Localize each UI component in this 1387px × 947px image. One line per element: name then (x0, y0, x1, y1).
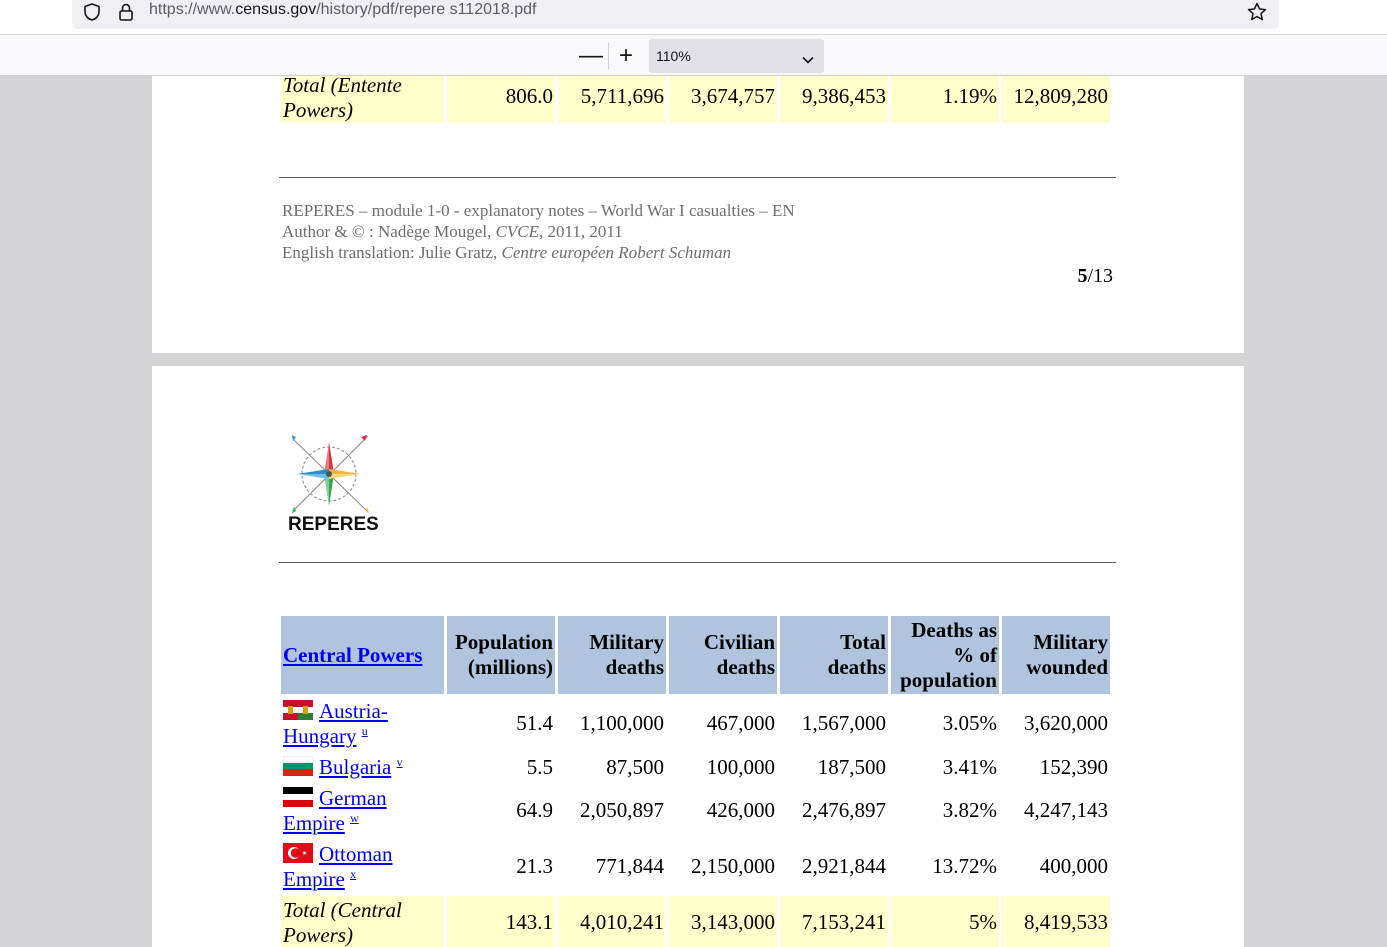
table-row (281, 784, 1110, 837)
toolbar-separator (608, 43, 609, 69)
population-cell: 21.3 (516, 854, 553, 878)
military-deaths-cell: 1,100,000 (580, 711, 664, 735)
population-cell: 64.9 (516, 798, 553, 822)
entente-total-table (278, 76, 1113, 126)
country-link[interactable]: German Empire (283, 785, 387, 835)
population-cell: 51.4 (516, 711, 553, 735)
wounded-cell: 3,620,000 (1024, 711, 1108, 735)
country-cell (281, 784, 444, 837)
compass-rose-icon (288, 432, 378, 516)
total-population: 806.0 (447, 76, 555, 123)
central-powers-link[interactable]: Central Powers (283, 642, 423, 667)
header-central-powers (281, 616, 444, 694)
ottoman-empire-flag-icon (283, 843, 313, 863)
header-total-deaths: Total deaths (780, 616, 888, 694)
wounded-cell: 4,247,143 (1024, 798, 1108, 822)
reperes-logo (288, 432, 378, 544)
population-cell: 5.5 (526, 754, 553, 779)
header-divider (279, 562, 1116, 563)
total-wounded: 8,419,533 (1002, 896, 1110, 947)
url-prefix: https://www. (149, 1, 236, 18)
zoom-out-button[interactable]: — (579, 42, 603, 69)
military-deaths-cell: 87,500 (606, 754, 664, 779)
pct-cell: 3.05% (942, 711, 997, 735)
german-empire-flag-icon (283, 787, 313, 807)
total-civilian-deaths: 3,143,000 (669, 896, 777, 947)
page-number: 5/13 (1077, 265, 1113, 287)
table-row (281, 896, 1110, 947)
pdf-viewer[interactable] (0, 76, 1387, 947)
star-icon[interactable] (1245, 0, 1269, 24)
lock-icon[interactable] (114, 0, 138, 24)
austria-hungary-flag-icon (283, 700, 313, 720)
total-pct: 5% (891, 896, 999, 947)
header-population: Population (millions) (447, 616, 555, 694)
country-cell (281, 697, 444, 750)
total-deaths: 7,153,241 (780, 896, 888, 947)
military-deaths-cell: 2,050,897 (580, 798, 664, 822)
country-cell (281, 753, 444, 781)
header-military-deaths: Military deaths (558, 616, 666, 694)
page-footer (282, 200, 795, 263)
pdf-page-5 (152, 76, 1244, 353)
country-cell (281, 840, 444, 893)
address-bar[interactable] (72, 0, 1279, 29)
civilian-deaths-cell: 2,150,000 (691, 854, 775, 878)
country-link[interactable]: Austria-Hungary (283, 698, 388, 748)
footnote-link[interactable]: w (350, 810, 359, 825)
military-deaths-cell: 771,844 (595, 854, 664, 878)
total-label: Total (Entente Powers) (281, 76, 444, 123)
total-population: 143.1 (447, 896, 555, 947)
pdf-toolbar (0, 34, 1387, 76)
chevron-down-icon (802, 51, 814, 69)
footnote-link[interactable]: v (396, 754, 403, 769)
civilian-deaths-cell: 426,000 (706, 798, 775, 822)
wounded-cell: 400,000 (1039, 854, 1108, 878)
header-military-wounded: Military wounded (1002, 616, 1110, 694)
address-bar-strip (0, 0, 1387, 34)
country-link[interactable]: Bulgaria (319, 754, 392, 779)
footnote-link[interactable]: x (350, 866, 357, 881)
footer-line-1: REPERES – module 1-0 - explanatory notes – World War I casualties – EN (282, 201, 795, 220)
footer-line-3: English translation: Julie Gratz, Centre européen Robert Schuman (282, 243, 732, 262)
civilian-deaths-cell: 100,000 (706, 754, 775, 779)
central-powers-table (278, 613, 1113, 947)
table-row (281, 697, 1110, 750)
pct-cell: 3.41% (942, 754, 997, 779)
footer-divider (279, 177, 1116, 178)
total-civilian-deaths: 3,674,757 (669, 76, 777, 123)
total-deaths: 9,386,453 (780, 76, 888, 123)
table-row (281, 76, 1110, 123)
url-host: census.gov (235, 1, 317, 18)
total-wounded: 12,809,280 (1002, 76, 1110, 123)
pdf-page-6 (152, 366, 1244, 947)
total-deaths-cell: 187,500 (817, 754, 886, 779)
url-text[interactable] (149, 1, 536, 19)
wounded-cell: 152,390 (1039, 754, 1108, 779)
zoom-in-button[interactable]: + (618, 42, 633, 69)
total-pct: 1.19% (891, 76, 999, 123)
table-row (281, 753, 1110, 781)
footer-line-2: Author & © : Nadège Mougel, CVCE, 2011, 2011 (282, 222, 623, 241)
table-row (281, 840, 1110, 893)
zoom-select[interactable] (649, 39, 824, 73)
header-pct-population: Deaths as % of population (891, 616, 999, 694)
total-deaths-cell: 2,921,844 (802, 854, 886, 878)
shield-icon[interactable] (80, 0, 104, 24)
pct-cell: 3.82% (942, 798, 997, 822)
country-link[interactable]: Ottoman Empire (283, 841, 393, 891)
pct-cell: 13.72% (932, 854, 997, 878)
table-header-row (281, 616, 1110, 694)
logo-text: REPERES (288, 514, 379, 535)
total-label: Total (Central Powers) (281, 896, 444, 947)
url-path: /history/pdf/repere s112018.pdf (316, 1, 537, 18)
total-deaths-cell: 2,476,897 (802, 798, 886, 822)
bulgaria-flag-icon (283, 756, 313, 776)
civilian-deaths-cell: 467,000 (706, 711, 775, 735)
total-deaths-cell: 1,567,000 (802, 711, 886, 735)
total-military-deaths: 5,711,696 (558, 76, 666, 123)
zoom-value: 110% (656, 48, 691, 64)
total-military-deaths: 4,010,241 (558, 896, 666, 947)
header-civilian-deaths: Civilian deaths (669, 616, 777, 694)
footnote-link[interactable]: u (361, 723, 368, 738)
